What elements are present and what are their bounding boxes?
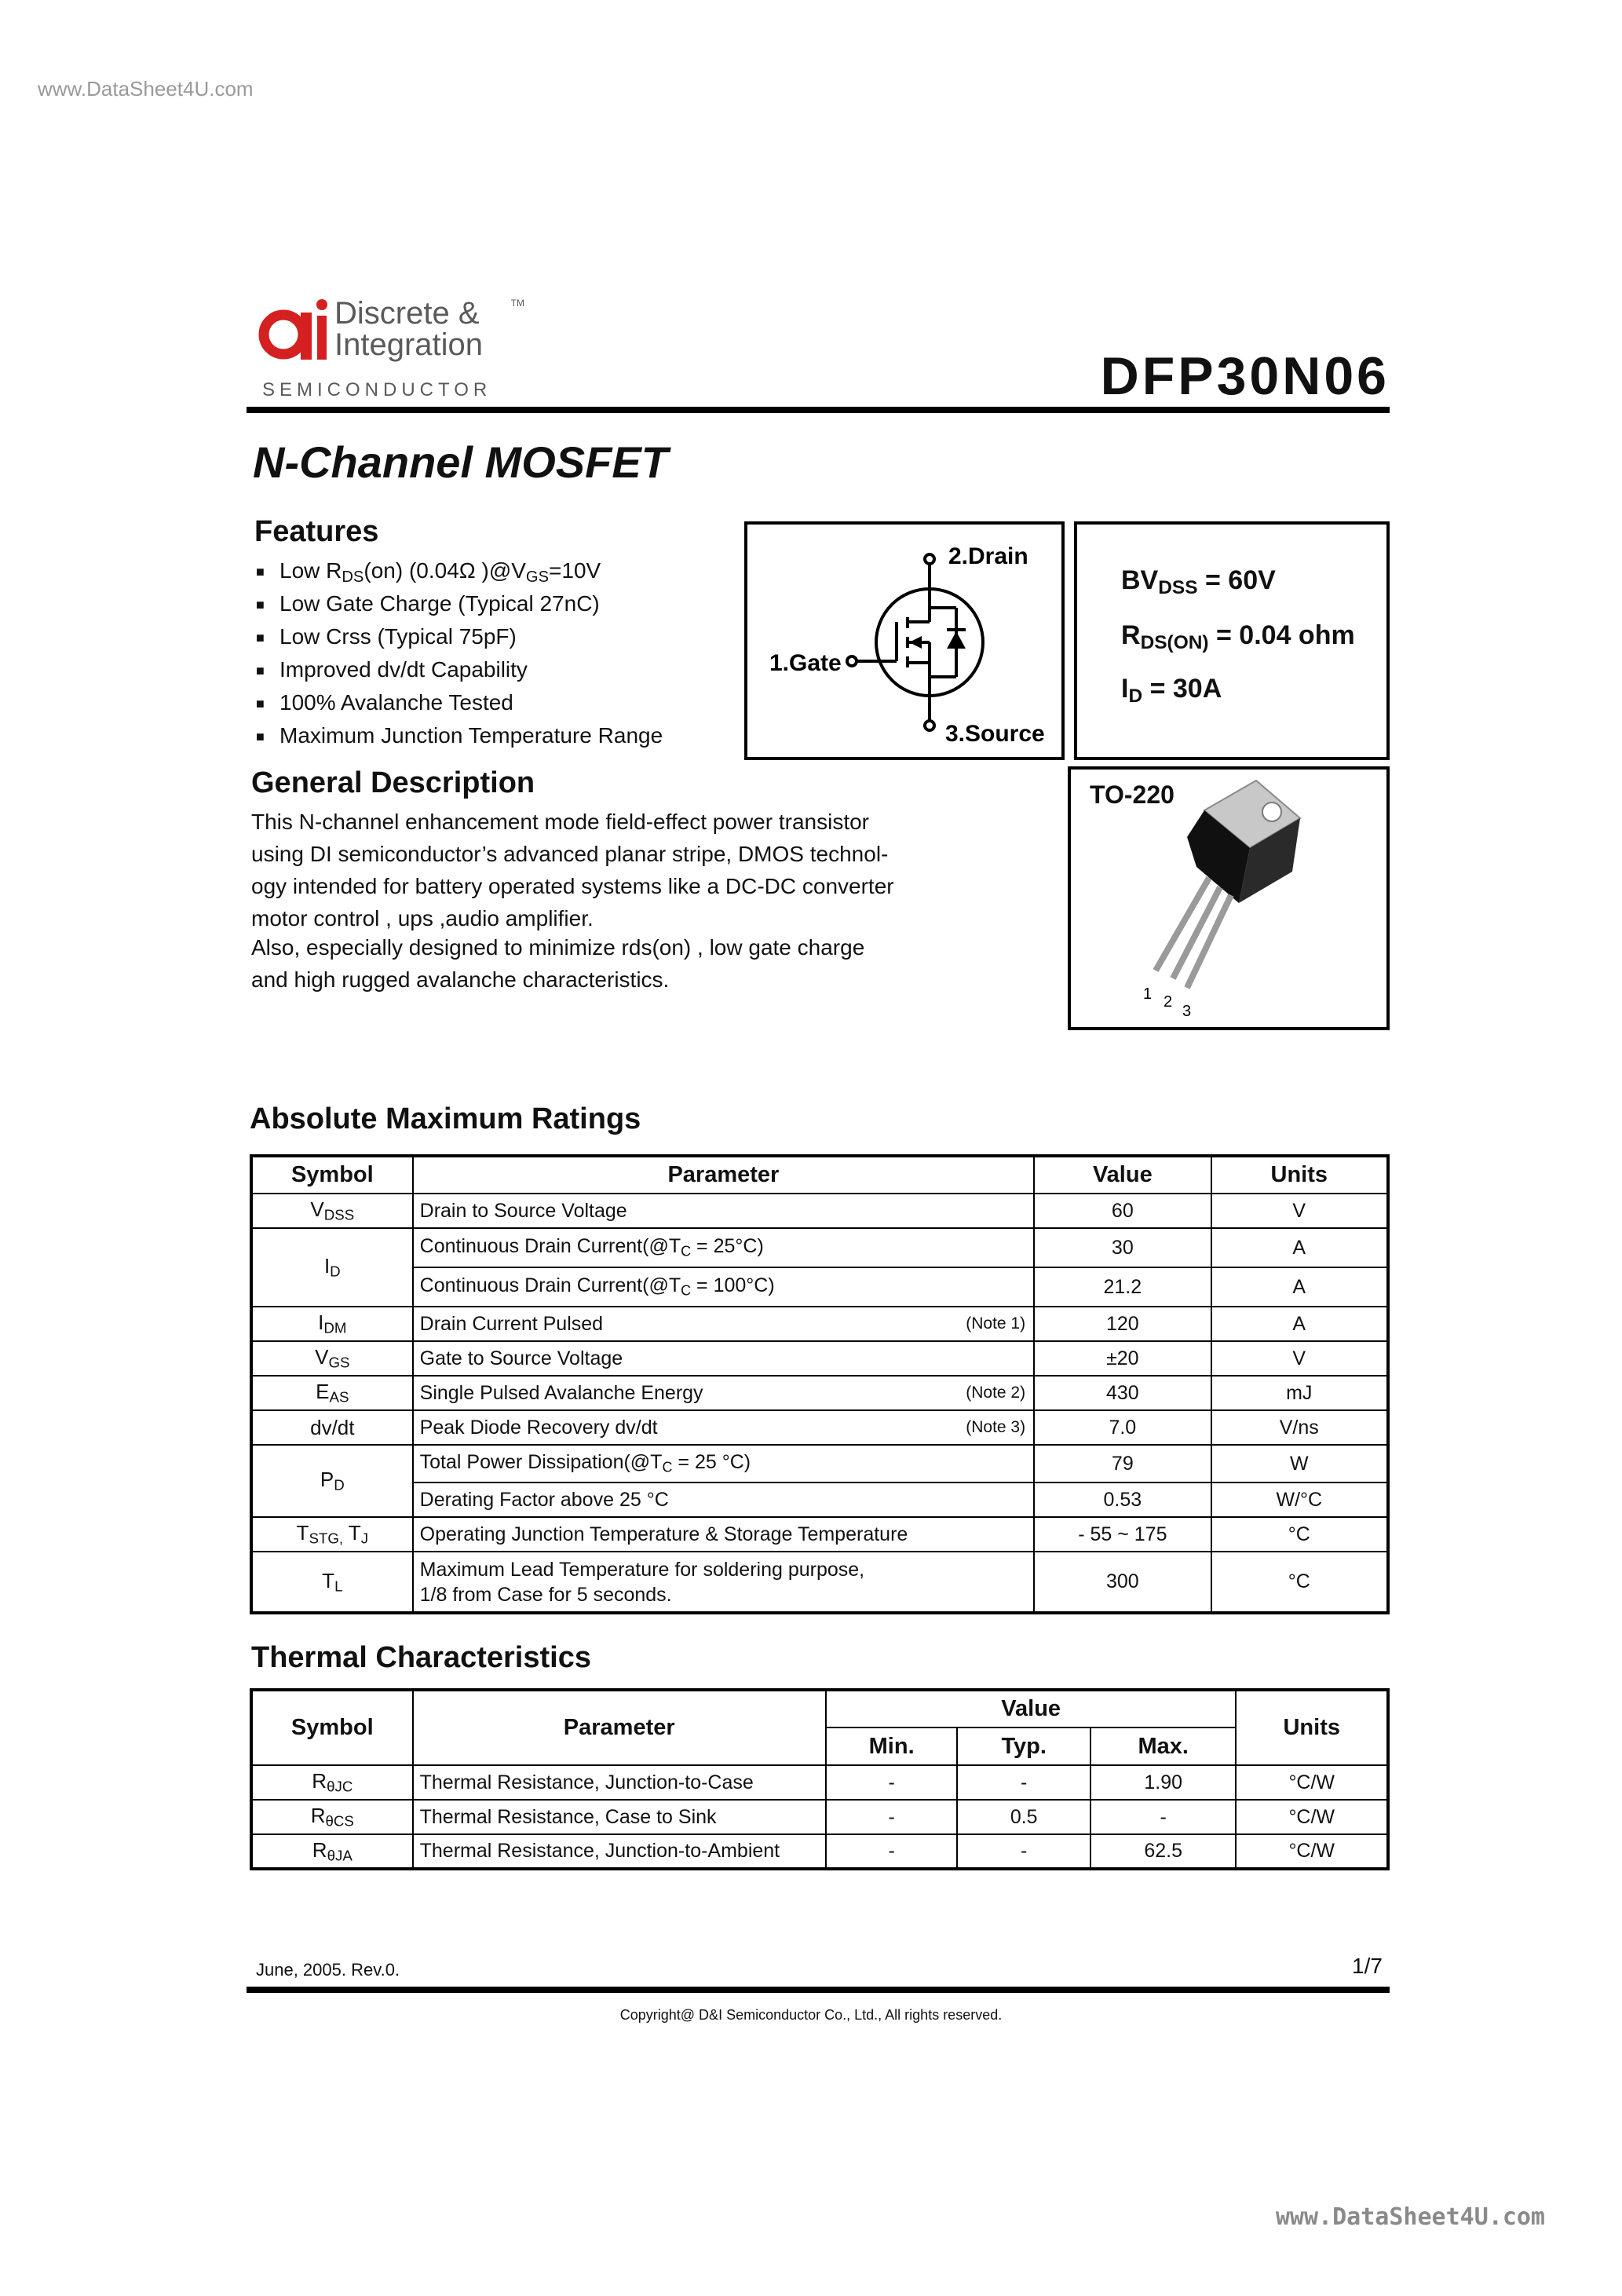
description-line: and high rugged avalanche characteristics. (251, 967, 670, 992)
table-row: Continuous Drain $Current(@T_C = 100^\circ C)$ 21.2 A (251, 1267, 1388, 1307)
description-line: ogy intended for battery operated systems like a DC-DC converter (251, 874, 894, 898)
col-units: Units (1211, 1156, 1388, 1194)
table-row: Derating Factor above 25 °C 0.53 W/°C (251, 1483, 1388, 1517)
table-header-row (251, 1156, 1388, 1194)
source-label: 3.Source (945, 721, 1045, 747)
description-line: motor control , ups ,audio amplifier. (251, 906, 594, 930)
pin2-label: 2 (1164, 993, 1173, 1011)
revision-date: June, 2005. Rev.0. (256, 1960, 400, 1980)
col-symbol: Symbol (251, 1156, 413, 1194)
gate-label: 1.Gate (769, 650, 842, 676)
col-value: Value (1034, 1156, 1211, 1194)
col-parameter: Parameter (413, 1156, 1034, 1194)
table-row: $I_D$ Continuous Drain $Current(@T_C = 25^\circ C)$ 30 A (251, 1228, 1388, 1267)
header-rule (247, 407, 1390, 413)
part-number: DFP30N06 (1100, 346, 1390, 406)
description-line: This N-channel enhancement mode field-effect power transistor (251, 810, 869, 834)
mosfet-symbol-box (744, 521, 1065, 760)
table-row: $V_{GS}$ Gate to Source Voltage ±20 V (251, 1341, 1388, 1376)
general-description (251, 806, 942, 996)
table-row: $R_{\theta JA}$ Thermal Resistance, Junction-to-Ambient - - 62.5 °C/W (251, 1834, 1388, 1869)
general-description-heading: General Description (251, 766, 535, 799)
feature-item: ■ Low Gate Charge (Typical 27nC) (256, 591, 600, 616)
drain-label: 2.Drain (948, 543, 1028, 569)
mosfet-symbol-icon (747, 525, 1061, 757)
pin1-label: 1 (1143, 985, 1153, 1003)
package-box (1068, 766, 1390, 1030)
table-header-row (251, 1690, 1388, 1727)
col-typ: Typ. (957, 1727, 1090, 1765)
di-logo-mark (258, 281, 540, 407)
table-row: dv/dt Peak Diode Recovery dv/dt (Note 3) 7.0 V/ns (251, 1410, 1388, 1445)
abs-max-heading: Absolute Maximum Ratings (250, 1102, 641, 1135)
key-specs-box (1074, 521, 1390, 760)
logo-line2: Integration (334, 327, 484, 362)
table-row: $T_L$ Maximum Lead Temperature for soldering purpose, 1/8 from Case for 5 seconds. 300 °C (251, 1552, 1388, 1613)
pin3-label: 3 (1182, 1003, 1192, 1020)
spec-bvdss: $BV_{DSS} = 60V$ (1121, 565, 1276, 599)
spec-rdson: $R_{DS(ON)} = 0.04$ ohm (1121, 620, 1355, 654)
features-heading: Features (254, 515, 379, 548)
copyright: Copyright@ D&I Semiconductor Co., Ltd., All rights reserved. (619, 2007, 1003, 2023)
table-row: $P_D$ Total Power $Dissipation(@T_C = 25$ °C) 79 W (251, 1445, 1388, 1483)
thermal-heading: Thermal Characteristics (251, 1641, 591, 1674)
feature-item: ■ 100% Avalanche Tested (256, 690, 513, 715)
table-row: $E_{AS}$ Single Pulsed Avalanche Energy (Note 2) 430 mJ (251, 1376, 1388, 1410)
features-list (256, 554, 663, 752)
feature-item: ■ Low Crss (Typical 75pF) (256, 624, 517, 649)
thermal-table (250, 1688, 1390, 1870)
company-logo (258, 281, 540, 407)
table-row: $R_{\theta CS}$ Thermal Resistance, Case to Sink - 0.5 - °C/W (251, 1800, 1388, 1834)
table-row: $R_{\theta JC}$ Thermal Resistance, Junction-to-Case - - 1.90 °C/W (251, 1765, 1388, 1800)
col-max: Max. (1090, 1727, 1237, 1765)
logo-line3: SEMICONDUCTOR (262, 379, 492, 400)
page-number: 1/7 (1352, 1954, 1383, 1978)
table-row: $V_{DSS}$ Drain to Source Voltage 60 V (251, 1194, 1388, 1228)
table-row: $T_{STG,}$ $T_J$ Operating Junction Temperature & Storage Temperature - 55 ~ 175 °C (251, 1517, 1388, 1552)
abs-max-table (250, 1154, 1390, 1614)
table-row: $I_{DM}$ Drain Current Pulsed (Note 1) 120 A (251, 1307, 1388, 1341)
description-line: Also, especially designed to minimize rds(on) , low gate charge (251, 935, 865, 960)
logo-line1: Discrete & (334, 296, 480, 331)
spec-id: $I_D = 30A$ (1121, 674, 1222, 707)
col-value: Value (826, 1690, 1237, 1727)
col-symbol: Symbol (251, 1690, 413, 1765)
feature-item: ■ Maximum Junction Temperature Range (256, 723, 663, 748)
col-units: Units (1236, 1690, 1388, 1765)
page-title: N-Channel MOSFET (253, 437, 668, 487)
col-parameter: Parameter (413, 1690, 826, 1765)
description-line: using DI semiconductor’s advanced planar stripe, DMOS technol- (251, 842, 889, 866)
package-label: TO-220 (1090, 781, 1174, 809)
feature-item: ■ Improved dv/dt Capability (256, 657, 528, 682)
col-min: Min. (826, 1727, 958, 1765)
feature-item: ■ Low $R_{DS}(on)$ (0.04Ω )$@V_{GS}=10V$ (256, 558, 601, 587)
footer-rule (247, 1987, 1390, 1993)
watermark-bottom: www.DataSheet4U.com (1275, 2203, 1545, 2231)
watermark-top: www.DataSheet4U.com (38, 77, 254, 101)
logo-tm: TM (510, 298, 524, 309)
